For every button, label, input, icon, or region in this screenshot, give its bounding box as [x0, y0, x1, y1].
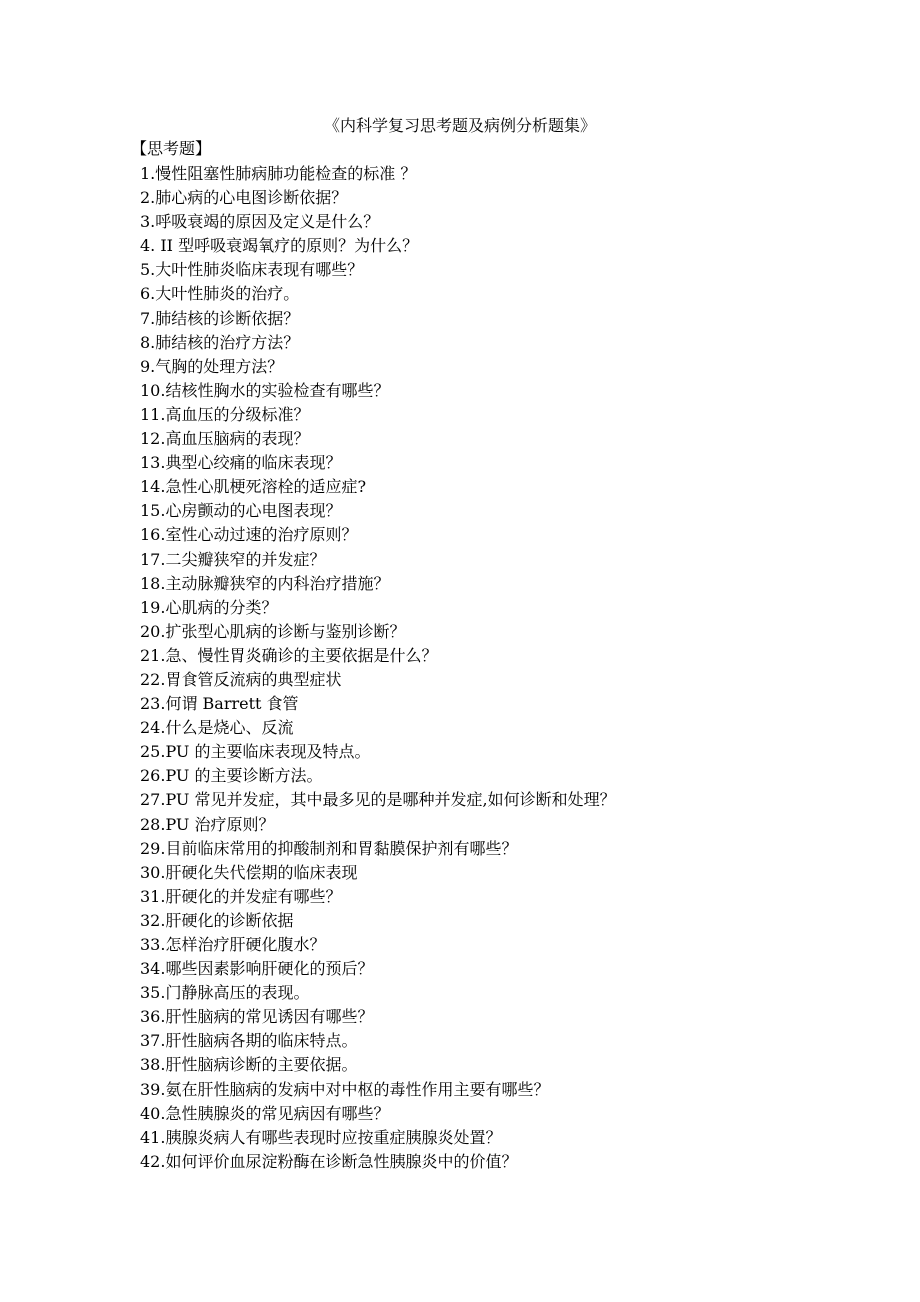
question-item: 40.急性胰腺炎的常见病因有哪些？	[140, 1103, 390, 1123]
question-item: 24.什么是烧心、反流	[140, 718, 294, 738]
question-item: 26.PU 的主要诊断方法。	[140, 766, 323, 786]
question-item: 11.高血压的分级标准？	[140, 404, 310, 424]
question-item: 31.肝硬化的并发症有哪些？	[140, 886, 342, 906]
question-item: 38.肝性脑病诊断的主要依据。	[140, 1055, 358, 1075]
question-item: 29.目前临床常用的抑酸制剂和胃黏膜保护剂有哪些？	[140, 838, 518, 858]
question-item: 42.如何评价血尿淀粉酶在诊断急性胰腺炎中的价值？	[140, 1151, 518, 1171]
question-list	[140, 162, 616, 1174]
question-item: 8.肺结核的治疗方法？	[140, 332, 300, 352]
question-item: 30.肝硬化失代偿期的临床表现	[140, 862, 358, 882]
question-item: 32.肝硬化的诊断依据	[140, 910, 294, 930]
question-item: 10.结核性胸水的实验检查有哪些？	[140, 380, 390, 400]
question-item: 41.胰腺炎病人有哪些表现时应按重症胰腺炎处置？	[140, 1127, 502, 1147]
question-item: 39.氨在肝性脑病的发病中对中枢的毒性作用主要有哪些？	[140, 1079, 550, 1099]
question-item: 25.PU 的主要临床表现及特点。	[140, 742, 371, 762]
question-item: 16.室性心动过速的治疗原则？	[140, 525, 358, 545]
question-item: 28.PU 治疗原则？	[140, 814, 275, 834]
question-item: 14.急性心肌梗死溶栓的适应症?	[140, 477, 367, 497]
question-item: 37.肝性脑病各期的临床特点。	[140, 1031, 358, 1051]
question-item: 35.门静脉高压的表现。	[140, 983, 310, 1003]
question-item: 18.主动脉瓣狭窄的内科治疗措施？	[140, 573, 390, 593]
question-item: 6.大叶性肺炎的治疗。	[140, 284, 300, 304]
question-item: 36.肝性脑病的常见诱因有哪些？	[140, 1007, 374, 1027]
question-item: 5.大叶性肺炎临床表现有哪些？	[140, 260, 364, 280]
question-item: 4. II 型呼吸衰竭氧疗的原则？为什么？	[140, 236, 419, 256]
question-item: 33.怎样治疗肝硬化腹水？	[140, 935, 326, 954]
question-item: 17.二尖瓣狭窄的并发症？	[140, 549, 326, 569]
question-item: 12.高血压脑病的表现？	[140, 429, 310, 449]
question-item: 15.心房颤动的心电图表现？	[140, 501, 342, 521]
question-item: 9.气胸的处理方法？	[140, 356, 284, 376]
question-item: 2.肺心病的心电图诊断依据？	[140, 188, 348, 208]
question-item: 13.典型心绞痛的临床表现？	[140, 453, 342, 473]
question-item: 7.肺结核的诊断依据？	[140, 308, 300, 328]
section-heading: 【思考题】	[131, 139, 212, 158]
question-item: 22.胃食管反流病的典型症状	[140, 669, 342, 689]
question-item: 27.PU 常见并发症，其中最多见的是哪种并发症,如何诊断和处理？	[140, 790, 616, 810]
question-item: 34.哪些因素影响肝硬化的预后？	[140, 959, 374, 979]
question-item: 19.心肌病的分类？	[140, 597, 278, 617]
question-item: 1.慢性阻塞性肺病肺功能检查的标准 ？	[140, 164, 417, 183]
question-item: 20.扩张型心肌病的诊断与鉴别诊断？	[140, 621, 406, 641]
question-item: 21.急、慢性胃炎确诊的主要依据是什么？	[140, 645, 438, 665]
question-item: 3.呼吸衰竭的原因及定义是什么？	[140, 212, 380, 232]
document-title: 《内科学复习思考题及病例分析题集》	[323, 116, 596, 135]
question-item: 23.何谓 Barrett 食管	[140, 694, 299, 714]
